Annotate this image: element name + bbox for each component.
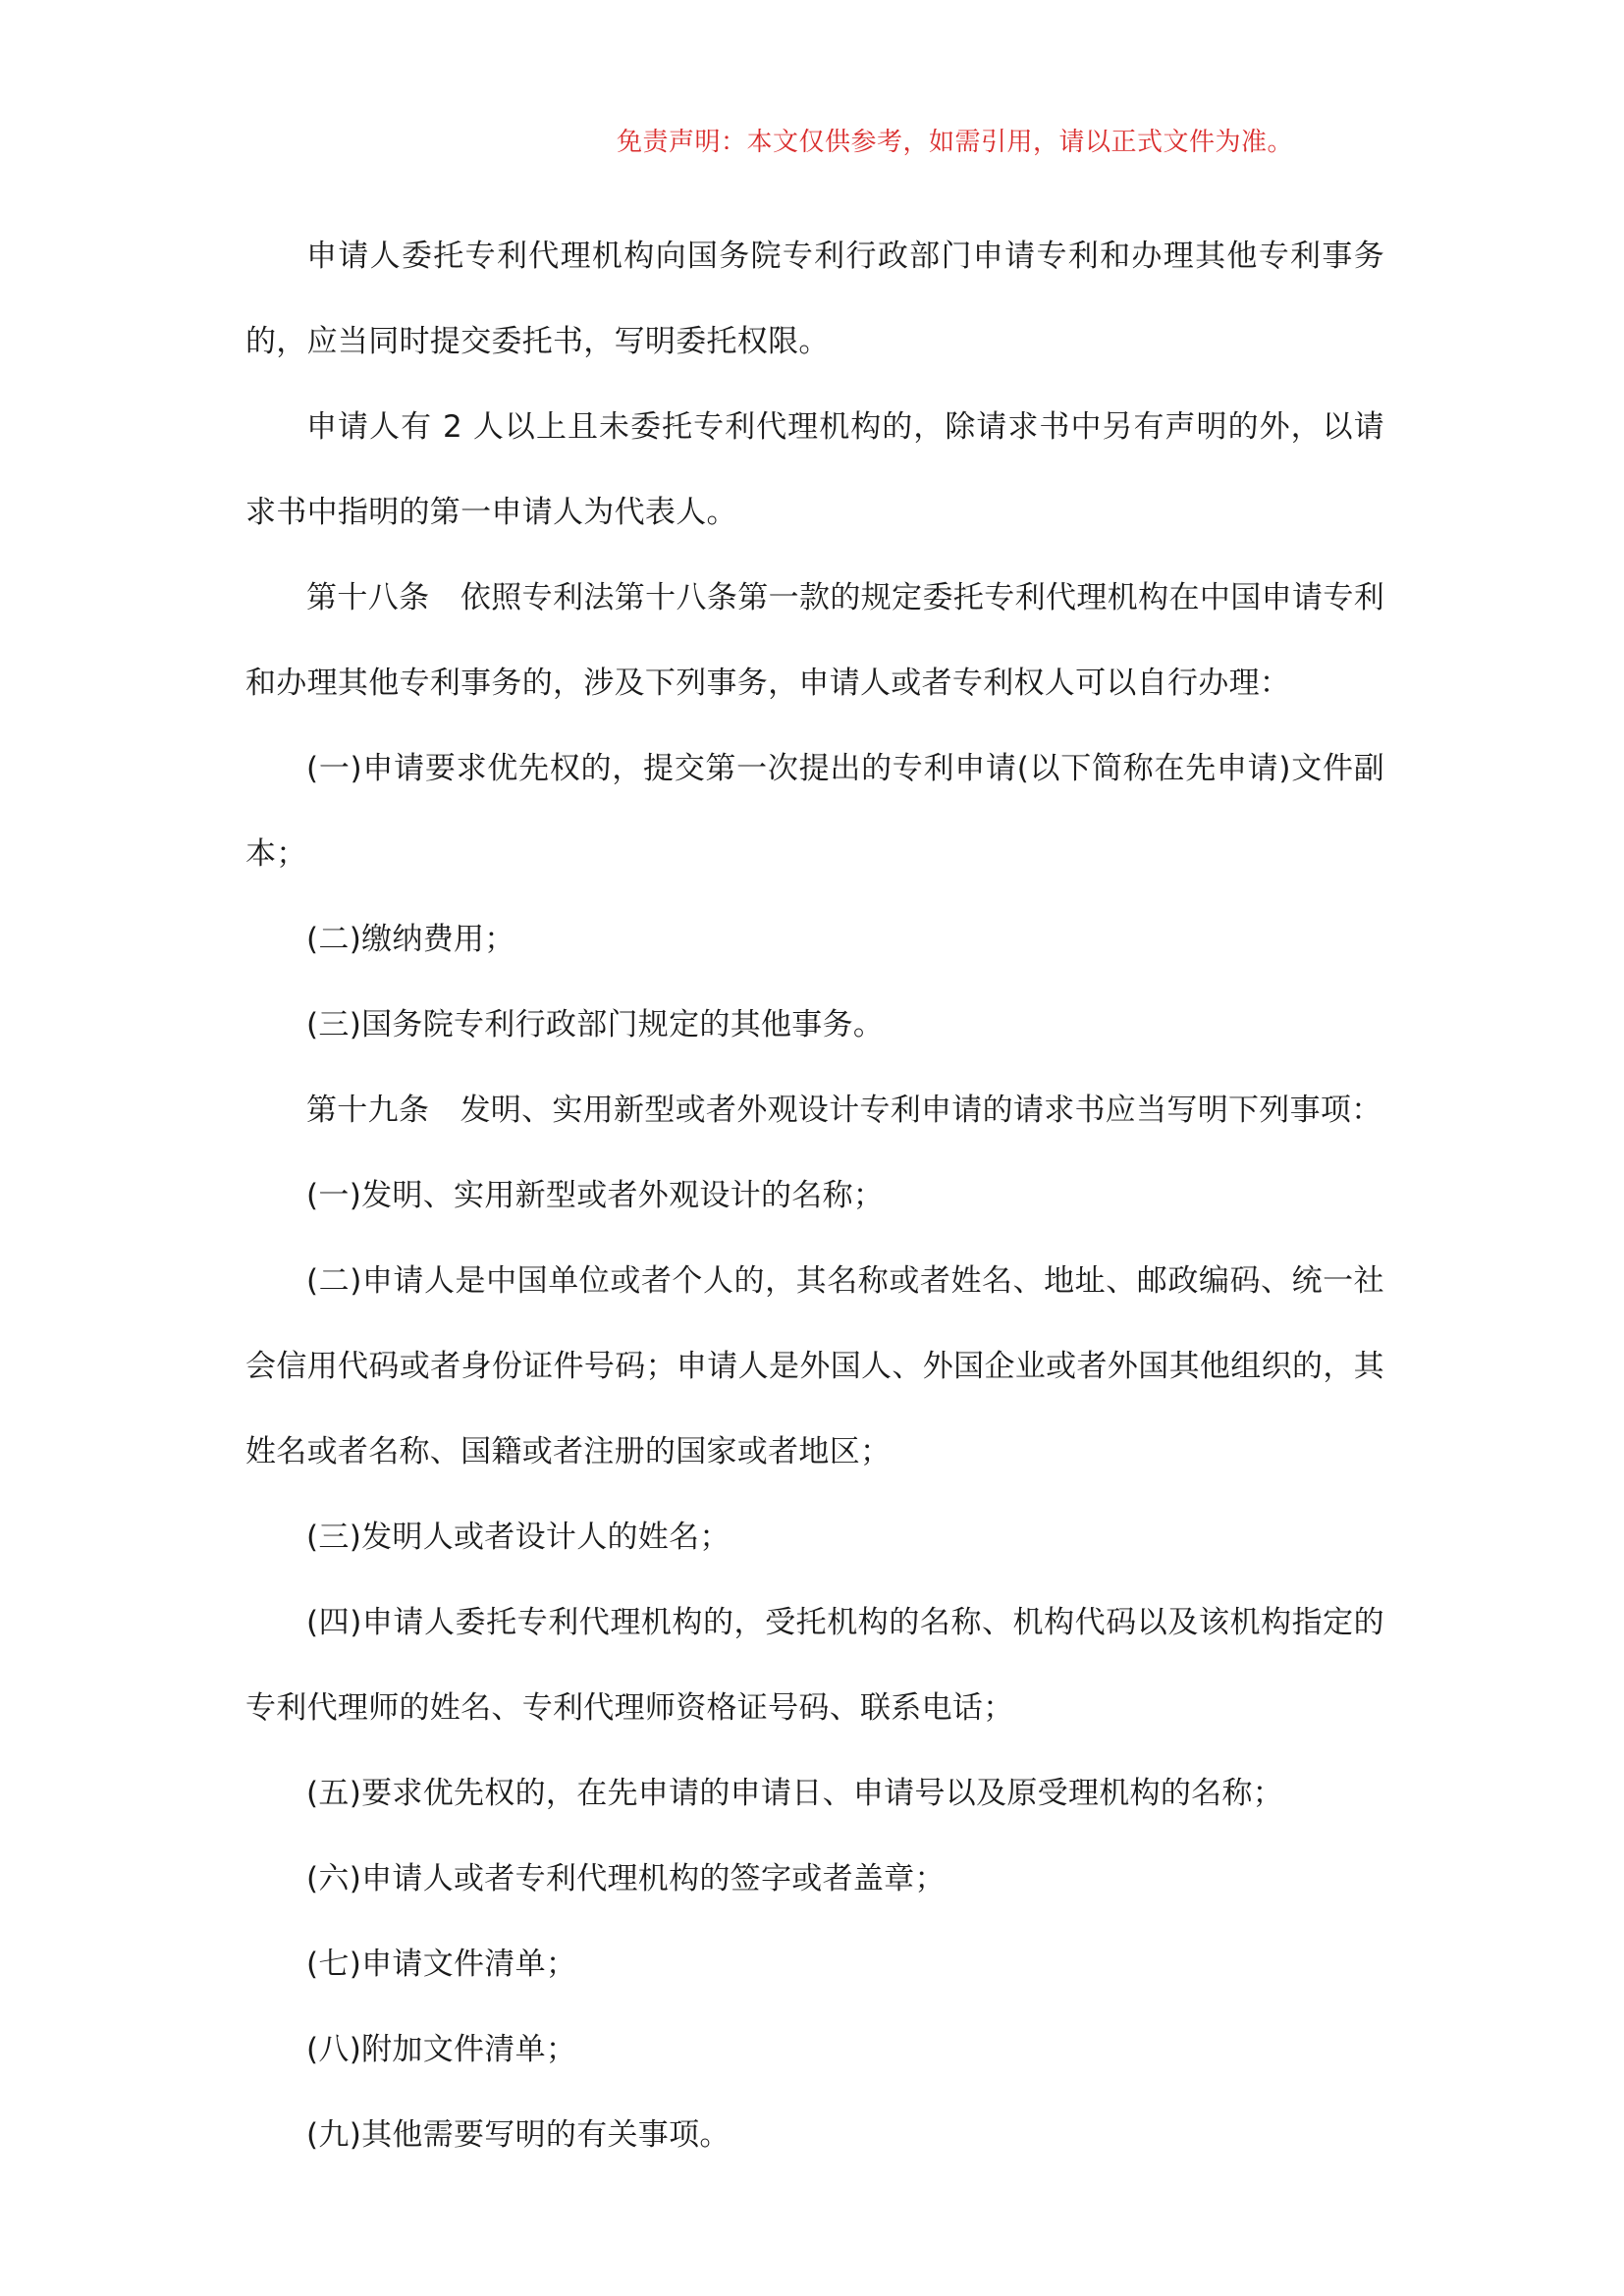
list-item: (八)附加文件清单； xyxy=(306,2032,577,2067)
list-item: (一)发明、实用新型或者外观设计的名称； xyxy=(306,1178,885,1213)
article-19-paragraph: 第十九条 发明、实用新型或者外观设计专利申请的请求书应当写明下列事项： xyxy=(306,1093,1382,1128)
list-item: (二)申请人是中国单位或者个人的，其名称或者姓名、地址、邮政编码、统一社会信用代码或者身份证件号码；申请人是外国人、外国企业或者外国其他组织的，其姓名或者名称、国籍或者注册的国家或者地区； xyxy=(245,1263,1384,1469)
article-18-paragraph: 第十八条 依照专利法第十八条第一款的规定委托专利代理机构在中国申请专利和办理其他专利事务的，涉及下列事务，申请人或者专利权人可以自行办理： xyxy=(245,580,1384,701)
list-item: (四)申请人委托专利代理机构的，受托机构的名称、机构代码以及该机构指定的专利代理师的姓名、专利代理师资格证号码、联系电话； xyxy=(245,1605,1384,1726)
list-item: (二)缴纳费用； xyxy=(306,922,515,957)
list-item: (九)其他需要写明的有关事项。 xyxy=(306,2117,731,2153)
paragraph: 申请人委托专利代理机构向国务院专利行政部门申请专利和办理其他专利事务的，应当同时提交委托书，写明委托权限。 xyxy=(245,239,1384,359)
document-body xyxy=(245,214,1384,2178)
list-item: (七)申请文件清单； xyxy=(306,1947,577,1982)
list-item: (一)申请要求优先权的，提交第一次提出的专利申请(以下简称在先申请)文件副本； xyxy=(245,751,1384,872)
paragraph: 申请人有 2 人以上且未委托专利代理机构的，除请求书中另有声明的外，以请求书中指明的第一申请人为代表人。 xyxy=(245,409,1384,530)
list-item: (五)要求优先权的，在先申请的申请日、申请号以及原受理机构的名称； xyxy=(306,1776,1284,1811)
list-item: (三)国务院专利行政部门规定的其他事务。 xyxy=(306,1007,885,1042)
list-item: (三)发明人或者设计人的姓名； xyxy=(306,1520,731,1555)
disclaimer-notice: 免责声明：本文仅供参考，如需引用，请以正式文件为准。 xyxy=(617,128,1294,157)
list-item: (六)申请人或者专利代理机构的签字或者盖章； xyxy=(306,1861,946,1896)
